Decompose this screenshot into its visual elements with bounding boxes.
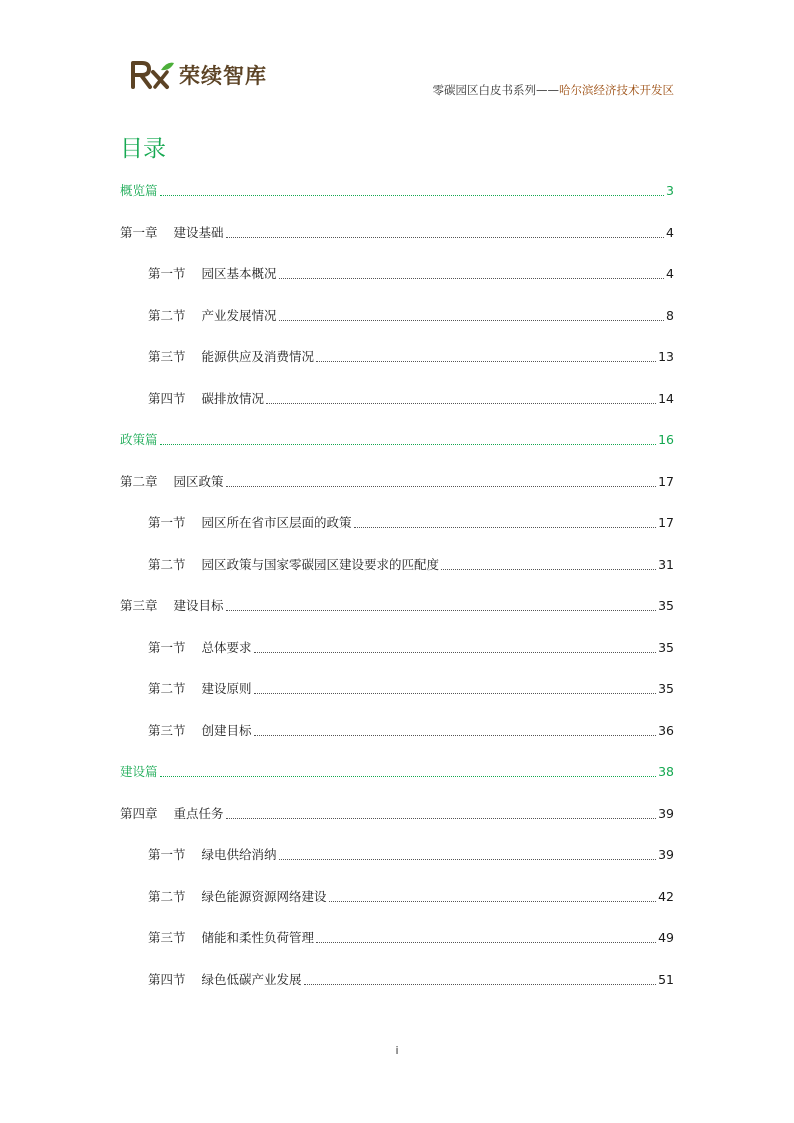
- toc-leader-dots: [160, 195, 665, 196]
- toc-entry-label: 总体要求: [201, 639, 252, 655]
- toc-entry-page: 16: [658, 432, 674, 447]
- toc-entry-number: 第三节: [148, 349, 186, 364]
- document-series: [433, 82, 675, 98]
- toc-leader-dots: [329, 901, 657, 902]
- toc-entry-page: 4: [666, 266, 674, 281]
- toc-entry-number: 第二节: [148, 556, 186, 572]
- toc-entry-number: 第一节: [148, 266, 186, 281]
- toc-entry-page: 31: [658, 556, 674, 572]
- toc-leader-dots: [226, 486, 657, 487]
- toc-entry-page: 49: [658, 930, 674, 945]
- toc-entry-label: 绿电供给消纳: [201, 847, 277, 862]
- toc-leader-dots: [316, 942, 656, 943]
- brand-logo: [131, 60, 267, 90]
- toc-entry-label: 园区政策与国家零碳园区建设要求的匹配度: [201, 556, 440, 572]
- toc-entry-label: 概览篇: [120, 183, 158, 198]
- toc-entry-number: 第二节: [148, 681, 186, 696]
- toc-entry-number: 第二节: [148, 307, 186, 323]
- toc-entry-label: 园区所在省市区层面的政策: [201, 515, 352, 530]
- toc-title: 目录: [120, 136, 166, 162]
- toc-entry-page: 8: [666, 307, 674, 323]
- toc-entry-label: 碳排放情况: [201, 390, 265, 406]
- toc-entry-number: 第二章: [120, 473, 158, 489]
- toc-entry-page: 17: [658, 473, 674, 489]
- toc-entry-label: 产业发展情况: [201, 307, 277, 323]
- toc-leader-dots: [160, 444, 657, 445]
- toc-leader-dots: [254, 652, 657, 653]
- toc-entry-page: 35: [658, 681, 674, 696]
- toc-entry-label: 建设原则: [201, 681, 252, 696]
- toc-leader-dots: [266, 403, 656, 404]
- toc-entry[interactable]: [120, 431, 674, 449]
- toc-entry-label: 建设篇: [120, 764, 158, 779]
- toc-leader-dots: [254, 735, 657, 736]
- toc-entry[interactable]: [148, 514, 674, 532]
- toc-entry[interactable]: [148, 556, 674, 574]
- toc-entry[interactable]: [148, 888, 674, 906]
- toc-leader-dots: [279, 859, 657, 860]
- toc-entry-label: 政策篇: [120, 432, 158, 447]
- series-highlight: 哈尔滨经济技术开发区: [559, 83, 674, 97]
- toc-entry[interactable]: [148, 265, 674, 283]
- toc-entry-number: 第四节: [148, 390, 186, 406]
- toc-entry[interactable]: [120, 224, 674, 242]
- toc-entry-page: 14: [658, 390, 674, 406]
- toc-entry-number: 第一节: [148, 515, 186, 530]
- toc-entry-number: 第三节: [148, 722, 186, 738]
- toc-entry-number: 第一章: [120, 224, 158, 240]
- toc-leader-dots: [226, 610, 657, 611]
- toc-entry[interactable]: [148, 680, 674, 698]
- toc-leader-dots: [226, 237, 665, 238]
- toc-entry-number: 第一节: [148, 639, 186, 655]
- toc-entry[interactable]: [120, 473, 674, 491]
- toc-entry-label: 储能和柔性负荷管理: [201, 930, 315, 945]
- toc-entry[interactable]: [148, 307, 674, 325]
- toc-entry-page: 36: [658, 722, 674, 738]
- toc-entry-label: 创建目标: [201, 722, 252, 738]
- page-number: i: [395, 1044, 399, 1057]
- toc-entry-page: 3: [666, 183, 674, 198]
- rx-logo-icon: [131, 60, 175, 90]
- toc-leader-dots: [316, 361, 656, 362]
- toc-entry-number: 第四章: [120, 805, 158, 821]
- toc-entry-label: 建设目标: [173, 598, 224, 613]
- toc-entry[interactable]: [148, 971, 674, 989]
- toc-entry[interactable]: [148, 929, 674, 947]
- toc-entry-page: 38: [658, 764, 674, 779]
- toc-entry[interactable]: [120, 597, 674, 615]
- toc-entry-label: 建设基础: [173, 224, 224, 240]
- toc-entry-page: 39: [658, 805, 674, 821]
- toc-leader-dots: [304, 984, 657, 985]
- toc-entry-page: 35: [658, 639, 674, 655]
- toc-entry[interactable]: [148, 846, 674, 864]
- toc-entry[interactable]: [120, 182, 674, 200]
- toc-entry[interactable]: [148, 390, 674, 408]
- toc-entry-number: 第三章: [120, 598, 158, 613]
- toc-leader-dots: [254, 693, 657, 694]
- toc-entry[interactable]: [120, 805, 674, 823]
- toc-entry-label: 重点任务: [173, 805, 224, 821]
- toc-leader-dots: [226, 818, 657, 819]
- toc-leader-dots: [279, 278, 665, 279]
- toc-leader-dots: [441, 569, 656, 570]
- toc-entry-page: 42: [658, 888, 674, 904]
- toc-entry-label: 园区基本概况: [201, 266, 277, 281]
- toc-entry-label: 绿色低碳产业发展: [201, 971, 302, 987]
- toc-entry-page: 35: [658, 598, 674, 613]
- toc-leader-dots: [354, 527, 657, 528]
- brand-name: 荣续智库: [179, 64, 267, 88]
- toc-entry-page: 4: [666, 224, 674, 240]
- toc-entry-number: 第一节: [148, 847, 186, 862]
- toc-entry[interactable]: [148, 348, 674, 366]
- series-prefix: 零碳园区白皮书系列——: [432, 83, 559, 97]
- toc-entry[interactable]: [148, 722, 674, 740]
- toc-entry-label: 园区政策: [173, 473, 224, 489]
- toc-entry-number: 第二节: [148, 888, 186, 904]
- toc-leader-dots: [160, 776, 657, 777]
- toc-entry-page: 51: [658, 971, 674, 987]
- toc-entry-page: 17: [658, 515, 674, 530]
- toc-entry-page: 13: [658, 349, 674, 364]
- toc-entry-number: 第三节: [148, 930, 186, 945]
- toc-entry-label: 能源供应及消费情况: [201, 349, 315, 364]
- toc-leader-dots: [279, 320, 665, 321]
- toc-entry[interactable]: [148, 639, 674, 657]
- toc-entry-label: 绿色能源资源网络建设: [201, 888, 327, 904]
- toc-entry[interactable]: [120, 763, 674, 781]
- toc-entry-number: 第四节: [148, 971, 186, 987]
- toc-entry-page: 39: [658, 847, 674, 862]
